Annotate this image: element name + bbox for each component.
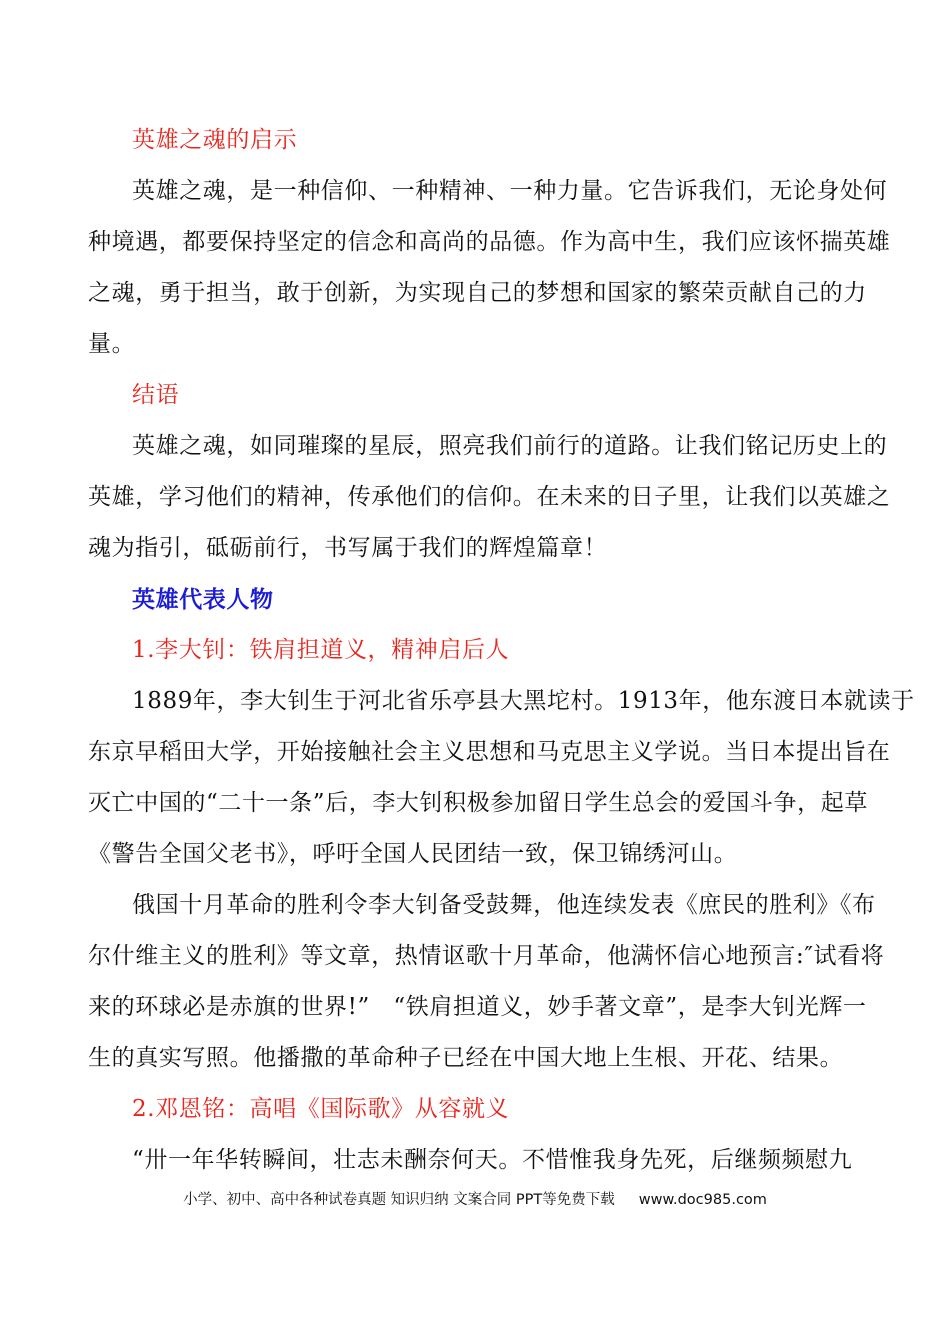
paragraph-line: 生的真实写照。他播撒的革命种子已经在中国大地上生根、开花、结果。	[88, 1045, 844, 1071]
paragraph-line: 尔什维主义的胜利》等文章，热情讴歌十月革命，他满怀信心地预言:″试看将	[88, 943, 885, 969]
paragraph-line: 之魂，勇于担当，敢于创新，为实现自己的梦想和国家的繁荣贡献自己的力	[88, 280, 867, 306]
paragraph-line: 量。	[88, 331, 136, 357]
person-heading-li-dazhao: 1.李大钊：铁肩担道义，精神启后人	[132, 637, 510, 663]
paragraph-line: 英雄，学习他们的精神，传承他们的信仰。在未来的日子里，让我们以英雄之	[88, 484, 891, 510]
paragraph-line: 英雄之魂，如同璀璨的星辰，照亮我们前行的道路。让我们铭记历史上的	[132, 433, 888, 459]
paragraph-line: 《警告全国父老书》，呼吁全国人民团结一致，保卫锦绣河山。	[88, 841, 738, 867]
footer-text: 小学、初中、高中各种试卷真题 知识归纳 文案合同 PPT等免费下载	[183, 1192, 615, 1208]
paragraph-line: 种境遇，都要保持坚定的信念和高尚的品德。作为高中生，我们应该怀揣英雄	[88, 229, 891, 255]
section-heading-representatives: 英雄代表人物	[132, 586, 274, 613]
paragraph-line: 1889年，李大钊生于河北省乐亭县大黑坨村。1913年，他东渡日本就读于	[132, 688, 915, 714]
paragraph-line: 英雄之魂，是一种信仰、一种精神、一种力量。它告诉我们，无论身处何	[132, 178, 888, 204]
person-heading-deng-enming: 2.邓恩铭：高唱《国际歌》从容就义	[132, 1096, 510, 1122]
footer-url: www.doc985.com	[638, 1192, 767, 1208]
paragraph-line: 来的环球必是赤旗的世界!” “铁肩担道义，妙手著文章”，是李大钊光辉一	[88, 994, 867, 1020]
paragraph-line: 灭亡中国的“二十一条”后，李大钊积极参加留日学生总会的爱国斗争，起草	[88, 790, 868, 816]
section-heading-conclusion: 结语	[132, 382, 180, 408]
paragraph-line: “卅一年华转瞬间，壮志未酬奈何天。不惜惟我身先死，后继频频慰九	[132, 1147, 853, 1173]
paragraph-line: 俄国十月革命的胜利令李大钊备受鼓舞，他连续发表《庶民的胜利》《布	[132, 892, 876, 918]
section-heading-inspiration: 英雄之魂的启示	[132, 127, 298, 153]
paragraph-line: 东京早稻田大学，开始接触社会主义思想和马克思主义学说。当日本提出旨在	[88, 739, 891, 765]
page-footer	[0, 1188, 950, 1209]
document-page	[88, 115, 915, 1186]
paragraph-line: 魂为指引，砥砺前行，书写属于我们的辉煌篇章！	[88, 535, 608, 561]
